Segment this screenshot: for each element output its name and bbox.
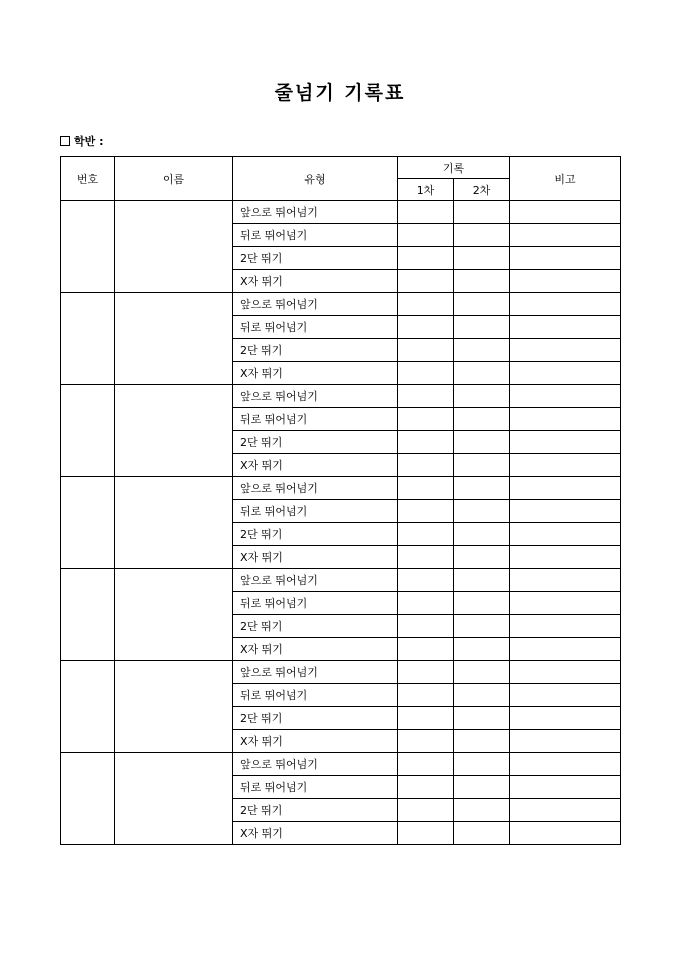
note-cell[interactable] — [510, 247, 621, 270]
note-cell[interactable] — [510, 500, 621, 523]
checkbox-icon — [60, 136, 70, 146]
first-record-cell[interactable] — [398, 477, 454, 500]
second-record-cell[interactable] — [454, 569, 510, 592]
type-cell: X자 뛰기 — [233, 454, 398, 477]
second-record-cell[interactable] — [454, 822, 510, 845]
first-record-cell[interactable] — [398, 362, 454, 385]
note-cell[interactable] — [510, 776, 621, 799]
note-cell[interactable] — [510, 661, 621, 684]
type-cell: 앞으로 뛰어넘기 — [233, 753, 398, 776]
type-cell: X자 뛰기 — [233, 638, 398, 661]
type-cell: X자 뛰기 — [233, 362, 398, 385]
student-number-cell[interactable] — [61, 477, 115, 569]
first-record-cell[interactable] — [398, 753, 454, 776]
first-record-cell[interactable] — [398, 592, 454, 615]
first-record-cell[interactable] — [398, 316, 454, 339]
table-row — [61, 201, 621, 224]
note-cell[interactable] — [510, 615, 621, 638]
note-cell[interactable] — [510, 293, 621, 316]
type-cell: 뒤로 뛰어넘기 — [233, 224, 398, 247]
first-record-cell[interactable] — [398, 385, 454, 408]
second-record-cell[interactable] — [454, 684, 510, 707]
type-cell: 앞으로 뛰어넘기 — [233, 293, 398, 316]
note-cell[interactable] — [510, 523, 621, 546]
first-record-cell[interactable] — [398, 707, 454, 730]
type-cell: 2단 뛰기 — [233, 431, 398, 454]
second-record-cell[interactable] — [454, 293, 510, 316]
note-cell[interactable] — [510, 592, 621, 615]
type-cell: 앞으로 뛰어넘기 — [233, 385, 398, 408]
second-record-cell[interactable] — [454, 799, 510, 822]
header-first: 1차 — [398, 179, 454, 201]
type-cell: 앞으로 뛰어넘기 — [233, 477, 398, 500]
first-record-cell[interactable] — [398, 523, 454, 546]
header-record: 기록 — [398, 157, 510, 179]
second-record-cell[interactable] — [454, 730, 510, 753]
note-cell[interactable] — [510, 730, 621, 753]
first-record-cell[interactable] — [398, 546, 454, 569]
first-record-cell[interactable] — [398, 776, 454, 799]
note-cell[interactable] — [510, 201, 621, 224]
note-cell[interactable] — [510, 569, 621, 592]
type-cell: X자 뛰기 — [233, 270, 398, 293]
first-record-cell[interactable] — [398, 638, 454, 661]
second-record-cell[interactable] — [454, 661, 510, 684]
type-cell: 뒤로 뛰어넘기 — [233, 776, 398, 799]
first-record-cell[interactable] — [398, 615, 454, 638]
student-number-cell[interactable] — [61, 385, 115, 477]
first-record-cell[interactable] — [398, 730, 454, 753]
table-row — [61, 569, 621, 592]
note-cell[interactable] — [510, 362, 621, 385]
first-record-cell[interactable] — [398, 454, 454, 477]
first-record-cell[interactable] — [398, 500, 454, 523]
note-cell[interactable] — [510, 707, 621, 730]
second-record-cell[interactable] — [454, 615, 510, 638]
second-record-cell[interactable] — [454, 707, 510, 730]
table-row — [61, 293, 621, 316]
second-record-cell[interactable] — [454, 776, 510, 799]
type-cell: 2단 뛰기 — [233, 523, 398, 546]
student-name-cell[interactable] — [115, 293, 233, 385]
note-cell[interactable] — [510, 454, 621, 477]
second-record-cell[interactable] — [454, 339, 510, 362]
student-number-cell[interactable] — [61, 661, 115, 753]
second-record-cell[interactable] — [454, 224, 510, 247]
second-record-cell[interactable] — [454, 753, 510, 776]
student-number-cell[interactable] — [61, 569, 115, 661]
note-cell[interactable] — [510, 339, 621, 362]
first-record-cell[interactable] — [398, 684, 454, 707]
first-record-cell[interactable] — [398, 201, 454, 224]
student-name-cell[interactable] — [115, 385, 233, 477]
student-name-cell[interactable] — [115, 569, 233, 661]
first-record-cell[interactable] — [398, 247, 454, 270]
second-record-cell[interactable] — [454, 523, 510, 546]
type-cell: 2단 뛰기 — [233, 247, 398, 270]
second-record-cell[interactable] — [454, 431, 510, 454]
type-cell: 2단 뛰기 — [233, 615, 398, 638]
first-record-cell[interactable] — [398, 408, 454, 431]
type-cell: 뒤로 뛰어넘기 — [233, 592, 398, 615]
note-cell[interactable] — [510, 753, 621, 776]
record-table — [60, 156, 621, 845]
type-cell: 2단 뛰기 — [233, 799, 398, 822]
class-field — [60, 133, 103, 149]
second-record-cell[interactable] — [454, 408, 510, 431]
type-cell: 뒤로 뛰어넘기 — [233, 316, 398, 339]
student-name-cell[interactable] — [115, 201, 233, 293]
type-cell: 뒤로 뛰어넘기 — [233, 684, 398, 707]
type-cell: X자 뛰기 — [233, 730, 398, 753]
note-cell[interactable] — [510, 638, 621, 661]
student-number-cell[interactable] — [61, 753, 115, 845]
header-name: 이름 — [115, 157, 233, 201]
note-cell[interactable] — [510, 224, 621, 247]
second-record-cell[interactable] — [454, 247, 510, 270]
note-cell[interactable] — [510, 477, 621, 500]
student-name-cell[interactable] — [115, 477, 233, 569]
table-row — [61, 753, 621, 776]
student-number-cell[interactable] — [61, 201, 115, 293]
header-note: 비고 — [510, 157, 621, 201]
type-cell: 뒤로 뛰어넘기 — [233, 500, 398, 523]
type-cell: X자 뛰기 — [233, 546, 398, 569]
table-row — [61, 661, 621, 684]
second-record-cell[interactable] — [454, 638, 510, 661]
student-name-cell[interactable] — [115, 753, 233, 845]
first-record-cell[interactable] — [398, 822, 454, 845]
second-record-cell[interactable] — [454, 454, 510, 477]
first-record-cell[interactable] — [398, 339, 454, 362]
table-row — [61, 385, 621, 408]
note-cell[interactable] — [510, 316, 621, 339]
note-cell[interactable] — [510, 431, 621, 454]
note-cell[interactable] — [510, 546, 621, 569]
first-record-cell[interactable] — [398, 431, 454, 454]
first-record-cell[interactable] — [398, 799, 454, 822]
header-second: 2차 — [454, 179, 510, 201]
second-record-cell[interactable] — [454, 546, 510, 569]
type-cell: 2단 뛰기 — [233, 339, 398, 362]
class-label: 학반 : — [74, 135, 104, 148]
student-number-cell[interactable] — [61, 293, 115, 385]
type-cell: 앞으로 뛰어넘기 — [233, 569, 398, 592]
note-cell[interactable] — [510, 684, 621, 707]
second-record-cell[interactable] — [454, 592, 510, 615]
second-record-cell[interactable] — [454, 201, 510, 224]
note-cell[interactable] — [510, 385, 621, 408]
type-cell: 앞으로 뛰어넘기 — [233, 201, 398, 224]
first-record-cell[interactable] — [398, 224, 454, 247]
first-record-cell[interactable] — [398, 293, 454, 316]
type-cell: X자 뛰기 — [233, 822, 398, 845]
type-cell: 앞으로 뛰어넘기 — [233, 661, 398, 684]
student-name-cell[interactable] — [115, 661, 233, 753]
note-cell[interactable] — [510, 799, 621, 822]
note-cell[interactable] — [510, 822, 621, 845]
type-cell: 뒤로 뛰어넘기 — [233, 408, 398, 431]
note-cell[interactable] — [510, 270, 621, 293]
first-record-cell[interactable] — [398, 569, 454, 592]
first-record-cell[interactable] — [398, 270, 454, 293]
table-row — [61, 477, 621, 500]
type-cell: 2단 뛰기 — [233, 707, 398, 730]
second-record-cell[interactable] — [454, 477, 510, 500]
first-record-cell[interactable] — [398, 661, 454, 684]
header-number: 번호 — [61, 157, 115, 201]
page-title: 줄넘기 기록표 — [274, 82, 406, 104]
second-record-cell[interactable] — [454, 362, 510, 385]
second-record-cell[interactable] — [454, 316, 510, 339]
second-record-cell[interactable] — [454, 385, 510, 408]
second-record-cell[interactable] — [454, 500, 510, 523]
header-type: 유형 — [233, 157, 398, 201]
second-record-cell[interactable] — [454, 270, 510, 293]
note-cell[interactable] — [510, 408, 621, 431]
